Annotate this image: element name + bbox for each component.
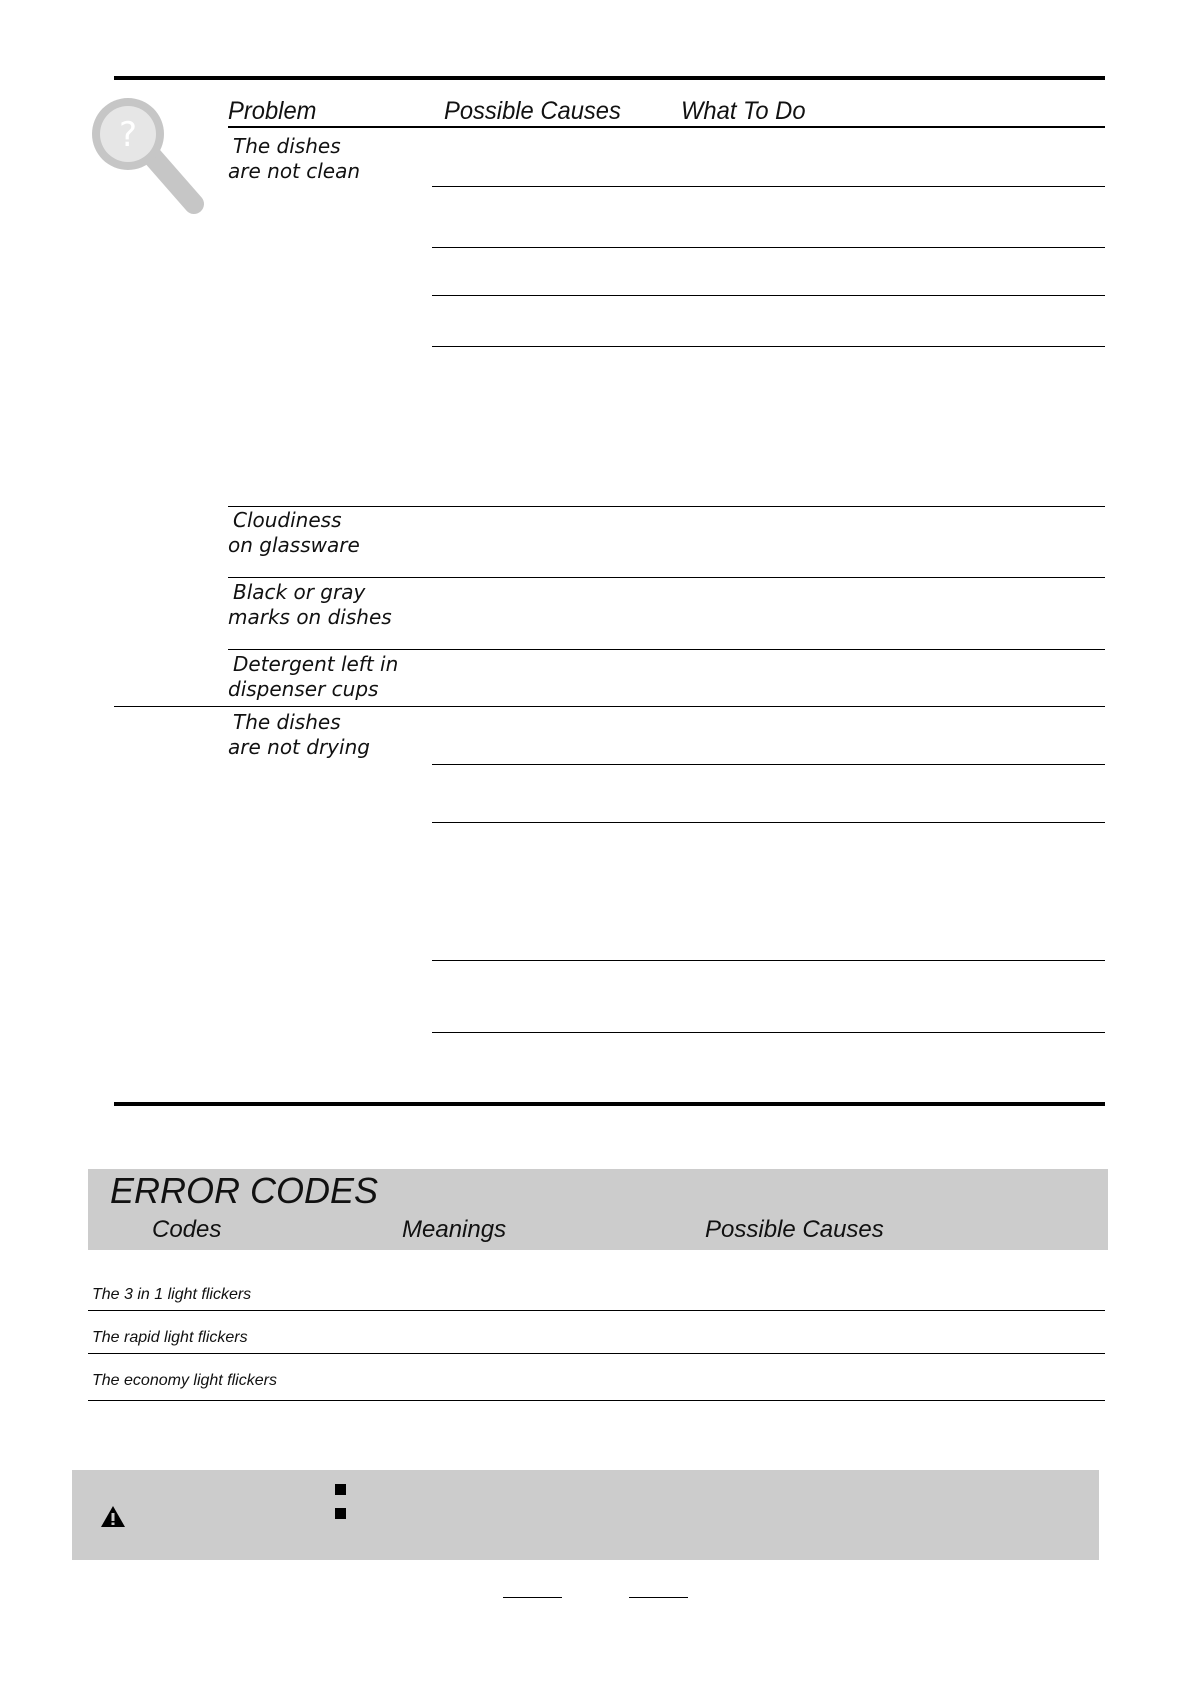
bullet-square [335,1484,346,1495]
row-divider [432,295,1105,296]
problem-black-gray-marks [228,580,392,630]
error-code-row: The 3 in 1 light flickers [92,1286,252,1303]
problem-detergent-left [228,652,398,702]
warning-box [72,1470,1099,1560]
problem-divider [228,506,1105,507]
error-codes-title: ERROR CODES [110,1170,379,1211]
problem-divider [228,649,1105,650]
footer-underline [629,1597,688,1598]
bottom-rule [114,1102,1105,1106]
row-divider [432,1032,1105,1033]
footer-underline [503,1597,562,1598]
header-problem: Problem [228,97,317,125]
column-possible-causes: Possible Causes [705,1216,884,1243]
problem-dishes-not-clean [228,134,360,184]
problem-line1: The dishes [233,710,341,734]
svg-text:?: ? [118,115,138,155]
row-divider [88,1400,1105,1401]
problem-line2: on glassware [228,533,360,557]
problem-cloudiness [228,508,360,558]
row-divider [88,1310,1105,1311]
row-divider [88,1353,1105,1354]
column-codes: Codes [152,1216,222,1243]
top-rule [114,76,1105,80]
problem-dishes-not-drying [228,710,370,760]
problem-line1: Black or gray [233,580,366,604]
problem-line2: are not clean [228,159,361,183]
problem-line2: are not drying [228,735,370,759]
row-divider [432,960,1105,961]
header-underline [228,126,1105,128]
problem-divider [228,577,1105,578]
problem-line1: Cloudiness [233,508,342,532]
problem-line2: dispenser cups [228,677,379,701]
row-divider [432,247,1105,248]
error-code-row: The economy light flickers [92,1372,277,1389]
column-meanings: Meanings [402,1216,507,1243]
row-divider [432,346,1105,347]
row-divider [432,764,1105,765]
error-code-row: The rapid light flickers [92,1329,248,1346]
problem-line1: The dishes [233,134,341,158]
magnifier-question-icon [86,92,206,217]
warning-triangle-icon [100,1505,126,1528]
problem-line2: marks on dishes [228,605,392,629]
header-possible-causes: Possible Causes [444,97,621,125]
header-what-to-do: What To Do [681,97,806,125]
problem-line1: Detergent left in [233,652,399,676]
bullet-square [335,1508,346,1519]
row-divider [432,186,1105,187]
row-divider [432,822,1105,823]
section-divider [114,706,1105,707]
